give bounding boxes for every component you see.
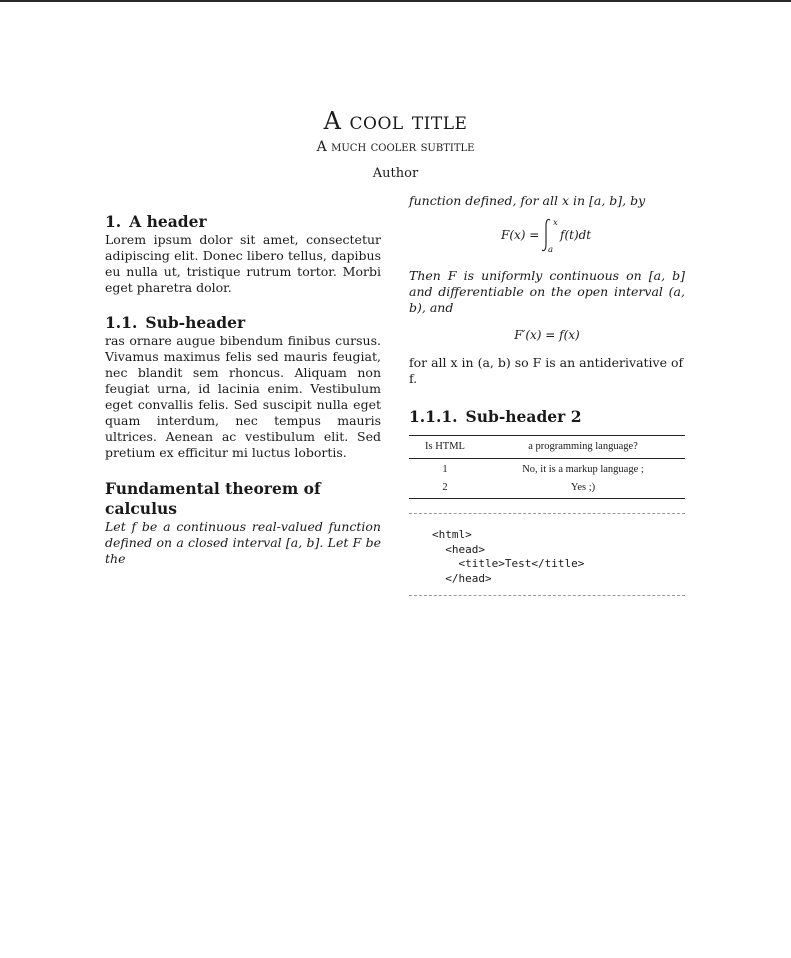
section-1-title: A header xyxy=(129,212,207,231)
section-1-paragraph: Lorem ipsum dolor sit amet, consectetur adipiscing elit. Donec libero tellus, dapibus eu nulla ut, tristique rutrum tortor. Morbi eget pharetra dolor. xyxy=(105,232,381,295)
document-title: A cool title xyxy=(323,107,468,135)
eq1-lhs: F(x) = xyxy=(501,228,540,242)
theorem-text-3: for all x in (a, b) so F is an antiderivative of f. xyxy=(409,355,684,386)
section-1-1-1-number: 1.1.1. xyxy=(409,407,458,426)
table-header-cell: a programming language? xyxy=(481,436,685,459)
code-block: <html> <head> <title>Test</title> </head> xyxy=(409,513,685,596)
left-column xyxy=(105,212,381,567)
table-header-row xyxy=(409,436,685,459)
section-1-1-heading xyxy=(105,313,381,333)
html-table xyxy=(409,435,685,499)
table-row xyxy=(409,479,685,499)
document-author: Author xyxy=(372,166,419,181)
table-cell: Yes ;) xyxy=(481,479,685,499)
section-1-number: 1. xyxy=(105,212,122,231)
table-cell: No, it is a markup language ; xyxy=(522,464,644,475)
table-row xyxy=(409,459,685,480)
eq1-lower-limit: a xyxy=(548,245,554,255)
section-1-1-1-heading xyxy=(409,407,685,427)
eq1-upper-limit: x xyxy=(553,218,558,228)
section-1-1-number: 1.1. xyxy=(105,313,138,332)
equation-integral xyxy=(409,217,685,255)
section-1-heading xyxy=(105,212,381,232)
title-block xyxy=(0,106,791,182)
theorem-text-continued: function defined, for all x in [a, b], by xyxy=(409,193,646,208)
equation-derivative: F′(x) = f(x) xyxy=(514,328,580,342)
right-column xyxy=(409,193,685,596)
table-cell: 2 xyxy=(409,479,481,499)
eq1-integrand: f(t)dt xyxy=(560,228,592,242)
theorem-text-2: Then F is uniformly continuous on [a, b] and differentiable on the open interval (a, b), and xyxy=(409,268,685,315)
table-header-cell: Is HTML xyxy=(409,436,481,459)
section-1-1-paragraph: ras ornare augue bibendum finibus cursus. Vivamus maximus felis sed mauris feugiat, nec blandit sem rhoncus. Aliquam non feugiat urna, id lacinia enim. Vestibulum eget convallis felis. Sed suscipit nulla eget quam interdum, nec tempus mauris ultrices. Aenean ac vestibulum elit. Sed pretium ex efficitur mi luctus lobortis. xyxy=(105,333,381,460)
section-1-1-1-title: Sub-header 2 xyxy=(465,407,582,426)
table-cell: 1 xyxy=(442,464,448,475)
theorem-heading: Fundamental theorem of calculus xyxy=(105,479,321,518)
theorem-text-start: Let f be a continuous real-valued function defined on a closed interval [a, b]. Let F be the xyxy=(105,519,381,566)
section-1-1-title: Sub-header xyxy=(145,313,246,332)
top-border xyxy=(0,0,791,2)
document-subtitle: A much cooler subtitle xyxy=(316,139,475,155)
